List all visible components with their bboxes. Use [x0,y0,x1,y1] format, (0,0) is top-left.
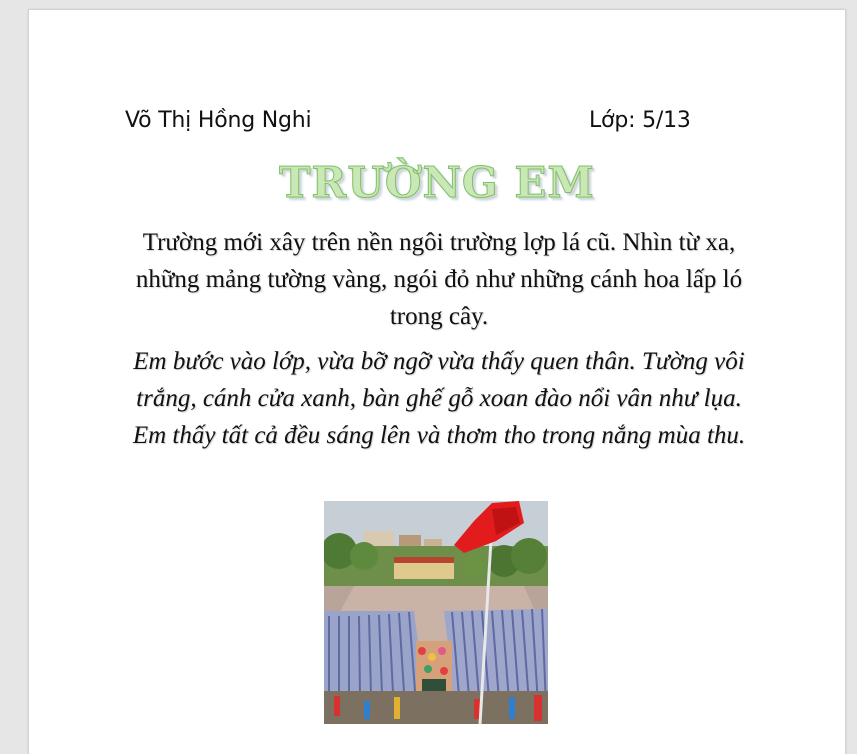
header-row [125,108,725,138]
photo-students-left [324,611,424,701]
photo-school-building [394,561,454,579]
student-name: Võ Thị Hồng Nghi [125,108,312,133]
photo-stage [416,641,452,691]
paragraph-2: Em bước vào lớp, vừa bỡ ngỡ vừa thấy quen thân. Tường vôi trắng, cánh cửa xanh, bàn ghế gỗ xoan đào nổi vân như lụa. Em thấy tất cả đều sáng lên và thơm tho trong nắng mùa thu. [132,348,746,449]
class-label: Lớp: 5/13 [589,108,691,133]
document-page[interactable] [28,9,846,754]
school-photo [324,501,548,724]
document-title: TRƯỜNG EM [279,158,595,207]
paragraph-1: Trường mới xây trên nền ngôi trường lợp lá cũ. Nhìn từ xa, những mảng tường vàng, ngói đỏ như những cánh hoa lấp ló trong cây. [135,229,743,330]
